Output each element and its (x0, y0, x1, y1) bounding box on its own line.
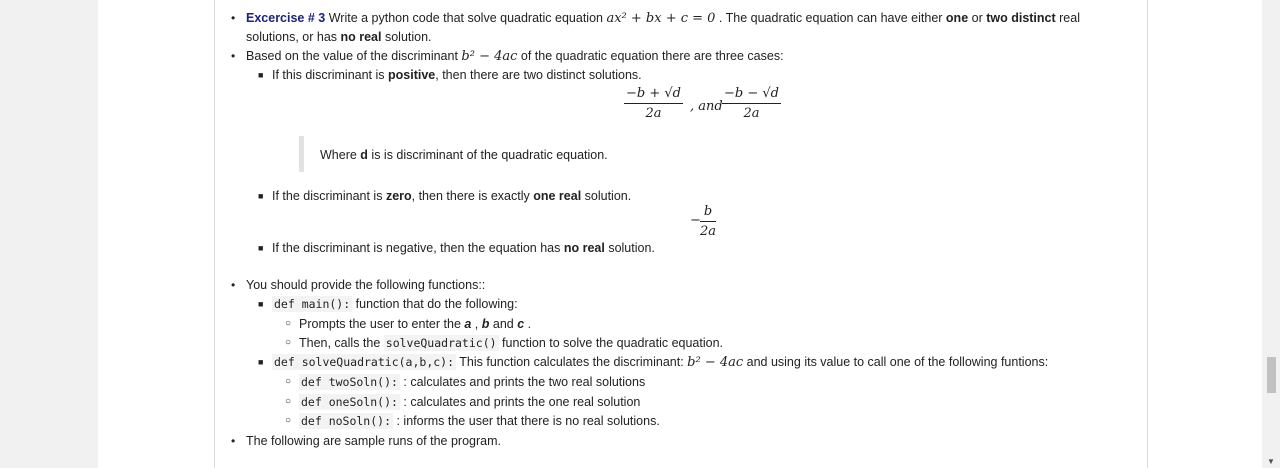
discriminant-text-b: of the quadratic equation there are three cases: (517, 49, 784, 63)
fraction-numerator: −b + √d (624, 86, 683, 104)
fraction-denominator: 2a (700, 224, 717, 239)
exercise-line2-end: solution. (381, 30, 432, 44)
circle-bullet: ○ (285, 376, 292, 387)
one-soln-desc: : calculates and prints the one real solution (399, 395, 641, 409)
case-positive-text-b: , then there are two distinct solutions. (435, 68, 642, 82)
fraction-numerator: b (700, 204, 716, 222)
exercise-line2-text: solutions, or has (246, 30, 341, 44)
prompt-line (299, 316, 531, 332)
case-zero-line (272, 188, 631, 204)
bullet: • (231, 49, 236, 63)
circle-bullet: ○ (285, 396, 292, 407)
single-solution-fraction (700, 204, 716, 239)
vertical-scrollbar[interactable] (1263, 0, 1280, 468)
solve-call-code: solveQuadratic() (385, 336, 497, 350)
case-zero-text: If the discriminant is (272, 189, 386, 203)
case-negative-text-b: solution. (604, 241, 655, 255)
no-soln-desc: : informs the user that there is no real solutions. (393, 414, 660, 428)
square-bullet: ■ (258, 191, 264, 201)
bullet: • (231, 434, 236, 448)
quadratic-equation: ax² + bx + c = 0 (606, 11, 716, 26)
bold-one-real: one real (533, 189, 582, 203)
main-function-code: def main(): (274, 297, 351, 311)
minus-sign: − (690, 213, 701, 228)
exercise-text-b: . The quadratic equation can have either (715, 11, 946, 25)
var-a: a (464, 317, 472, 331)
blockquote-bar (299, 136, 304, 172)
var-b: b (481, 317, 490, 331)
case-zero-text-b: , then there is exactly (411, 189, 534, 203)
discriminant-text: Based on the value of the discriminant (246, 49, 462, 63)
solve-function-line (272, 354, 1048, 371)
comma: , (471, 317, 482, 331)
then-text: Then, calls the (299, 336, 384, 350)
exercise-line1 (246, 10, 1080, 27)
case-negative-line (272, 240, 655, 256)
exercise-title: Excercise # 3 (246, 11, 326, 25)
then-line (299, 335, 723, 351)
bullet: • (231, 278, 236, 292)
two-soln-code: def twoSoln(): (301, 375, 398, 389)
discriminant-line (246, 48, 784, 65)
exercise-or: or (968, 11, 987, 25)
solution-fraction-2 (722, 86, 781, 121)
no-soln-code: def noSoln(): (301, 414, 392, 428)
bold-no-real: no real (563, 241, 605, 255)
one-soln-line (299, 394, 640, 410)
square-bullet: ■ (258, 357, 264, 367)
prompt-text: Prompts the user to enter the (299, 317, 465, 331)
bold-no-real: no real (340, 30, 382, 44)
quote-text: Where (320, 148, 361, 162)
solve-function-code: def solveQuadratic(a,b,c): (274, 355, 455, 369)
square-bullet: ■ (258, 299, 264, 309)
quote-text-b: is is discriminant of the quadratic equation. (367, 148, 608, 162)
solve-function-desc-b: and using its value to call one of the following funtions: (743, 355, 1049, 369)
square-bullet: ■ (258, 243, 264, 253)
two-soln-line (299, 374, 645, 390)
case-positive-line (272, 67, 642, 83)
then-text-b: function to solve the quadratic equation. (498, 336, 724, 350)
bold-two-distinct: two distinct (986, 11, 1056, 25)
circle-bullet: ○ (285, 337, 292, 348)
solve-function-desc: This function calculates the discriminant: (456, 355, 688, 369)
solution-fraction-1 (624, 86, 683, 121)
solve-formula: b² − 4ac (687, 355, 744, 370)
bold-positive: positive (388, 68, 436, 82)
exercise-text-c: real (1055, 11, 1080, 25)
scroll-down-arrow-icon[interactable]: ▼ (1267, 457, 1275, 466)
sample-runs-line: The following are sample runs of the program. (246, 434, 501, 448)
bullet: • (231, 11, 236, 25)
bold-one: one (945, 11, 969, 25)
and-word: and (489, 317, 518, 331)
case-zero-text-c: solution. (581, 189, 632, 203)
two-soln-desc: : calculates and prints the two real solutions (399, 375, 646, 389)
bold-d: d (360, 148, 368, 162)
square-bullet: ■ (258, 70, 264, 80)
functions-intro: You should provide the following functions:: (246, 278, 486, 292)
case-positive-text: If this discriminant is (272, 68, 389, 82)
fraction-denominator: 2a (743, 106, 760, 121)
fraction-numerator: −b − √d (722, 86, 781, 104)
var-c: c (517, 317, 525, 331)
no-soln-line (299, 413, 660, 429)
main-function-line (272, 296, 518, 312)
discriminant-formula: b² − 4ac (461, 49, 518, 64)
circle-bullet: ○ (285, 415, 292, 426)
main-function-desc: function that do the following: (352, 297, 518, 311)
one-soln-code: def oneSoln(): (301, 395, 398, 409)
exercise-line2 (246, 29, 432, 45)
and-text: , and (690, 99, 723, 114)
scrollbar-thumb[interactable] (1267, 357, 1276, 393)
circle-bullet: ○ (285, 318, 292, 329)
exercise-text: Write a python code that solve quadratic equation (325, 11, 607, 25)
bold-zero: zero (385, 189, 412, 203)
case-negative-text: If the discriminant is negative, then the equation has (272, 241, 564, 255)
period: . (524, 317, 532, 331)
fraction-denominator: 2a (645, 106, 662, 121)
blockquote-text (320, 147, 608, 163)
